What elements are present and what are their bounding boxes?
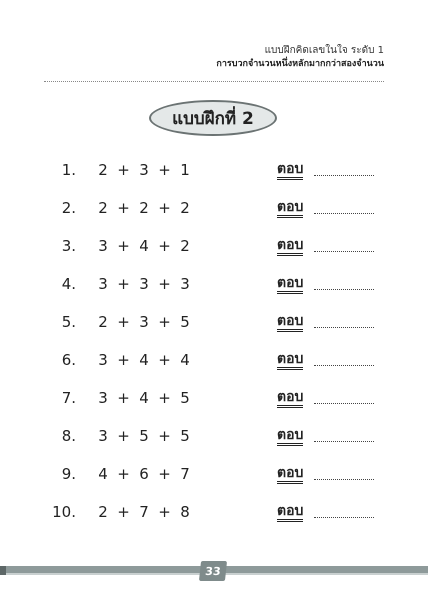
problem-row — [0, 457, 428, 495]
addend: 4 — [98, 465, 108, 483]
problem-expression — [97, 465, 191, 483]
addend: 1 — [180, 161, 190, 179]
page-number-badge — [199, 561, 227, 581]
plus-operator: + — [117, 351, 130, 369]
answer-blank[interactable] — [314, 365, 374, 366]
addend: 5 — [180, 427, 190, 445]
answer-label: ตอบ — [277, 465, 303, 484]
problem-expression — [97, 161, 191, 179]
plus-operator: + — [158, 389, 171, 407]
problem-expression — [97, 313, 191, 331]
answer-blank[interactable] — [314, 175, 374, 176]
problem-expression — [97, 351, 191, 369]
answer-blank[interactable] — [314, 479, 374, 480]
problem-number: 5. — [61, 313, 76, 331]
problem-list — [0, 153, 428, 533]
plus-operator: + — [117, 427, 130, 445]
problem-row — [0, 267, 428, 305]
plus-operator: + — [117, 237, 130, 255]
problem-number: 4. — [61, 275, 76, 293]
addend: 4 — [139, 237, 149, 255]
addend: 4 — [139, 389, 149, 407]
addend: 3 — [98, 237, 108, 255]
addend: 3 — [139, 161, 149, 179]
addend: 2 — [98, 503, 108, 521]
exercise-title: แบบฝึกที่ 2 — [172, 108, 254, 129]
addend: 8 — [180, 503, 190, 521]
addend: 2 — [180, 199, 190, 217]
plus-operator: + — [117, 313, 130, 331]
problem-number: 6. — [61, 351, 76, 369]
addend: 3 — [139, 275, 149, 293]
answer-label: ตอบ — [277, 275, 303, 294]
answer-blank[interactable] — [314, 289, 374, 290]
plus-operator: + — [158, 351, 171, 369]
answer-blank[interactable] — [314, 251, 374, 252]
problem-expression — [97, 237, 191, 255]
plus-operator: + — [158, 275, 171, 293]
addend: 5 — [180, 313, 190, 331]
problem-row — [0, 305, 428, 343]
problem-expression — [97, 275, 191, 293]
answer-label: ตอบ — [277, 503, 303, 522]
plus-operator: + — [117, 161, 130, 179]
addend: 2 — [180, 237, 190, 255]
addend: 4 — [180, 351, 190, 369]
answer-blank[interactable] — [314, 517, 374, 518]
addend: 3 — [98, 427, 108, 445]
answer-label: ตอบ — [277, 161, 303, 180]
answer-blank[interactable] — [314, 403, 374, 404]
answer-blank[interactable] — [314, 441, 374, 442]
plus-operator: + — [117, 465, 130, 483]
addend: 3 — [98, 351, 108, 369]
footer-tick — [0, 566, 6, 575]
problem-row — [0, 381, 428, 419]
addend: 5 — [139, 427, 149, 445]
plus-operator: + — [117, 275, 130, 293]
problem-number: 3. — [61, 237, 76, 255]
addend: 3 — [139, 313, 149, 331]
plus-operator: + — [158, 465, 171, 483]
page-number: 33 — [204, 564, 222, 578]
problem-row — [0, 191, 428, 229]
header-title: แบบฝึกคิดเลขในใจ ระดับ 1 — [264, 45, 384, 56]
exercise-title-badge — [149, 100, 277, 136]
plus-operator: + — [158, 313, 171, 331]
problem-number: 7. — [61, 389, 76, 407]
plus-operator: + — [117, 199, 130, 217]
problem-expression — [97, 199, 191, 217]
answer-label: ตอบ — [277, 389, 303, 408]
plus-operator: + — [117, 389, 130, 407]
plus-operator: + — [117, 503, 130, 521]
addend: 2 — [98, 161, 108, 179]
plus-operator: + — [158, 237, 171, 255]
answer-label: ตอบ — [277, 237, 303, 256]
problem-row — [0, 495, 428, 533]
problem-number: 1. — [61, 161, 76, 179]
answer-blank[interactable] — [314, 327, 374, 328]
answer-label: ตอบ — [277, 313, 303, 332]
addend: 7 — [180, 465, 190, 483]
addend: 2 — [98, 199, 108, 217]
problem-expression — [97, 503, 191, 521]
problem-row — [0, 153, 428, 191]
header-subtitle: การบวกจำนวนหนึ่งหลักมากกว่าสองจำนวน — [216, 59, 384, 69]
problem-row — [0, 343, 428, 381]
addend: 2 — [98, 313, 108, 331]
plus-operator: + — [158, 199, 171, 217]
problem-number: 9. — [61, 465, 76, 483]
page-header — [216, 44, 384, 71]
problem-row — [0, 229, 428, 267]
problem-row — [0, 419, 428, 457]
answer-label: ตอบ — [277, 199, 303, 218]
addend: 3 — [98, 275, 108, 293]
addend: 3 — [98, 389, 108, 407]
problem-expression — [97, 389, 191, 407]
plus-operator: + — [158, 161, 171, 179]
plus-operator: + — [158, 503, 171, 521]
problem-number: 8. — [61, 427, 76, 445]
addend: 7 — [139, 503, 149, 521]
answer-blank[interactable] — [314, 213, 374, 214]
addend: 4 — [139, 351, 149, 369]
plus-operator: + — [158, 427, 171, 445]
header-divider — [44, 81, 384, 82]
answer-label: ตอบ — [277, 351, 303, 370]
addend: 6 — [139, 465, 149, 483]
answer-label: ตอบ — [277, 427, 303, 446]
problem-number: 10. — [52, 503, 76, 521]
addend: 5 — [180, 389, 190, 407]
problem-number: 2. — [61, 199, 76, 217]
addend: 3 — [180, 275, 190, 293]
problem-expression — [97, 427, 191, 445]
addend: 2 — [139, 199, 149, 217]
